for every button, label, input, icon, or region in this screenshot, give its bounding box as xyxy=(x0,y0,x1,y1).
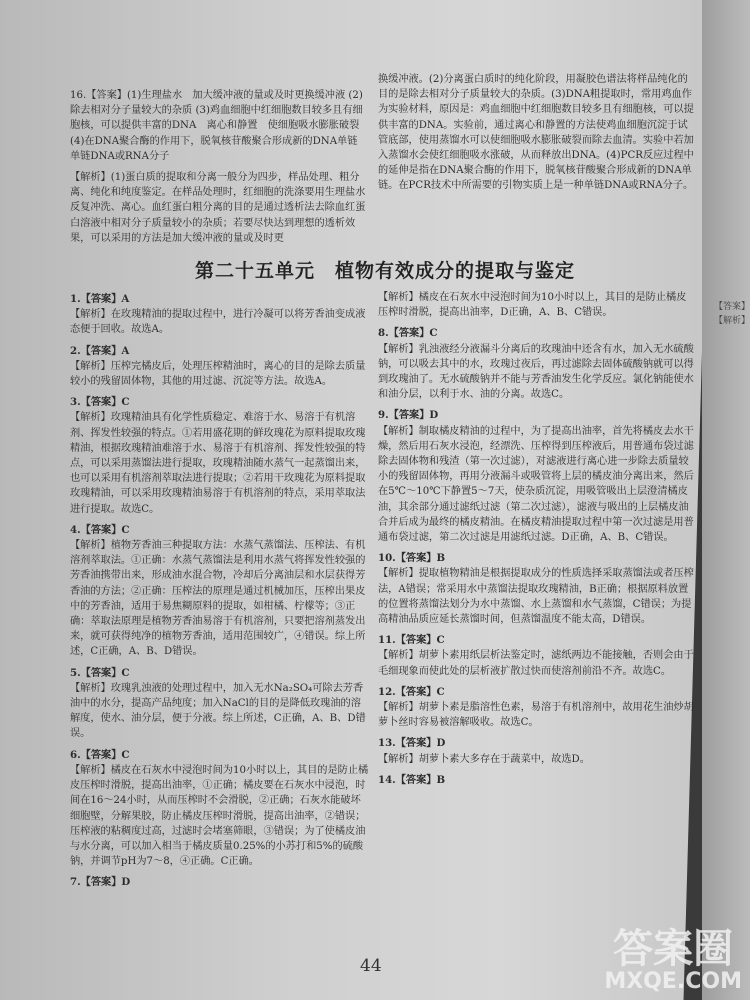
answer-label xyxy=(70,344,370,359)
question-number: 1. xyxy=(70,293,81,305)
answer-label xyxy=(70,292,370,307)
answer-entry xyxy=(70,666,370,742)
answer-choice: 【答案】C xyxy=(395,634,445,647)
question-number: 10. xyxy=(378,552,396,565)
side-page-text: 【答案】【解析】 xyxy=(714,302,750,326)
analysis-text: 【解析】玫瑰精油具有化学性质稳定、难溶于水、易溶于有机溶剂、挥发性较强的特点。①若用盛花期的鲜玫瑰花为原料提取玫瑰精油，根据玫瑰精油难溶于水、易溶于有机溶剂、挥发性较强的特点，可以采用蒸馏法进行提取，玫瑰精油随水蒸气一起蒸馏出来，也可以采用有机溶剂萃取法进行提取；②若用干玫瑰花为原料提取玫瑰精油，可以采用玫瑰精油易溶于有机溶剂的特点，采用萃取法进行提取。故选C。 xyxy=(70,412,366,515)
question-number: 12. xyxy=(378,685,396,698)
question-number: 2. xyxy=(70,344,81,357)
question-number: 3. xyxy=(70,396,81,409)
answer-entry xyxy=(70,292,370,338)
left-answer-column xyxy=(70,292,370,897)
answer-entry xyxy=(70,523,370,660)
top-left-block xyxy=(70,88,370,252)
watermark xyxy=(604,925,742,994)
answer-choice: 【答案】D xyxy=(80,876,131,889)
answer-label xyxy=(378,736,696,751)
question-number: 9. xyxy=(378,409,389,422)
question-number: 7. xyxy=(70,876,81,889)
answer-entry xyxy=(378,633,696,679)
analysis-text: 【解析】胡萝卜素用纸层析法鉴定时，滤纸两边不能接触，否则会由于毛细现象而使此处的层析液扩散过快而使溶剂前沿不齐。故选C。 xyxy=(378,650,694,677)
question-number: 5. xyxy=(70,666,81,679)
watermark-url: MXQE.COM xyxy=(604,969,742,994)
answer-label xyxy=(70,666,370,681)
answer-choice: 【答案】C xyxy=(80,666,130,679)
answer-label xyxy=(378,685,696,700)
answer-choice: 【答案】A xyxy=(80,344,130,357)
answer-choice: 【答案】C xyxy=(388,327,438,340)
answer-choice: 【答案】C xyxy=(80,748,130,761)
right-answer-column xyxy=(378,290,696,794)
answer-choice: 【答案】D xyxy=(395,737,446,750)
answer-choice: 【答案】B xyxy=(395,773,446,786)
answer-choice: 【答案】D xyxy=(388,409,439,422)
answer-label xyxy=(378,633,696,648)
unit-title: 第二十五单元 植物有效成分的提取与鉴定 xyxy=(194,260,575,282)
analysis-text: 【解析】胡萝卜素大多存在于蔬菜中，故选D。 xyxy=(378,753,590,765)
analysis-text: 【解析】在玫瑰精油的提取过程中，进行冷凝可以将芳香油变成液态便于回收。故选A。 xyxy=(70,309,366,336)
analysis-text: 【解析】乳浊液经分液漏斗分离后的玫瑰油中还含有水，加入无水硫酸钠，可以吸去其中的水，玫瑰过夜后，再过滤除去固体硫酸钠就可以得到玫瑰油了。无水硫酸钠并不能与芳香油发生化学反应。氯化钠能使水和油分层，以利于水、油的分离。故选C。 xyxy=(378,343,694,401)
analysis-text: 【解析】胡萝卜素是脂溶性色素，易溶于有机溶剂中，故用花生油炒胡萝卜丝时容易被溶解吸收。故选C。 xyxy=(378,702,694,729)
page-number: 44 xyxy=(360,956,382,976)
answer-choice: 【答案】B xyxy=(395,552,446,565)
analysis-text: 【解析】提取植物精油是根据提取成分的性质选择采取蒸馏法或者压榨法，A错误；常采用水中蒸馏法提取玫瑰精油，B正确；根据原料放置的位置将蒸馏法划分为水中蒸馏、水上蒸馏和水气蒸馏，C错误；为提高精油品质应延长蒸馏时间，但蒸馏温度不能太高，D错误。 xyxy=(378,568,694,626)
question-number: 6. xyxy=(70,748,81,761)
answer-entry xyxy=(378,408,696,545)
analysis-text: 【解析】制取橘皮精油的过程中，为了提高出油率，首先将橘皮去水干燥，然后用石灰水浸泡，经漂洗、压榨得到压榨液后，用普通布袋过滤除去固体物和残渣（第一次过滤），对滤液进行离心进一步除去质量较小的残留固体物，再用分液漏斗或吸管将上层的橘皮油分离出来，然后在5℃〜10℃下静置5〜7天，使杂质沉淀，用吸管吸出上层澄清橘皮油，其余部分通过滤纸过滤（第二次过滤），滤液与吸出的上层橘皮油合并后成为最终的橘皮精油。在橘皮精油提取过程中第一次过滤是用普通布袋过滤，第二次过滤是用滤纸过滤。D正确，A、B、C错误。 xyxy=(378,425,694,544)
analysis-text: 【解析】橘皮在石灰水中浸泡时间为10小时以上，其目的是防止橘皮压榨时滑脱，提高出油率，①正确；橘皮要在石灰水中浸泡，时间在16〜24小时，从而压榨时不会滑脱，②正确；石灰水能破坏细胞壁，分解果胶，防止橘皮压榨时滑脱，提高出油率，②错误；压榨液的粘稠度过高，过滤时会堵塞筛眼，③错误；为了使橘皮油与水分离，可以加入相当于橘皮质量0.25%的小苏打和5%的硫酸钠，并调节pH为7〜8，④正确。C正确。 xyxy=(70,764,369,868)
analysis-text: 【解析】压榨完橘皮后，处理压榨精油时，离心的目的是除去质量较小的残留固体物，其他的用过滤、沉淀等方法。故选A。 xyxy=(70,360,366,388)
answer-label xyxy=(378,408,696,423)
answer-choice: 【答案】C xyxy=(80,396,130,409)
answer-label xyxy=(378,773,696,788)
answer-choice: 【答案】C xyxy=(80,523,130,536)
answer-label xyxy=(378,551,696,566)
answer-entry xyxy=(378,736,696,766)
answer-entry xyxy=(378,773,696,788)
answer-entry xyxy=(378,685,696,731)
question-number: 8. xyxy=(378,327,389,340)
question-number: 11. xyxy=(378,634,396,647)
answer-entry xyxy=(70,875,370,890)
answer-label xyxy=(70,395,370,410)
answer-entry xyxy=(70,395,370,517)
answer-entry xyxy=(70,344,370,390)
answer-choice: 【答案】A xyxy=(80,293,130,305)
answer-label xyxy=(70,875,370,890)
answer-entry xyxy=(378,290,696,320)
analysis-text: 【解析】玫瑰乳浊液的处理过程中，加入无水Na₂SO₄可除去芳香油中的水分，提高产品纯度；加入NaCl的目的是降低玫瑰油的溶解度，使水、油分层，便于分液。综上所述，C正确，A、B、D错误。 xyxy=(70,682,366,740)
answer-entry xyxy=(70,748,370,870)
top-right-block xyxy=(378,72,696,200)
analysis-text: 【解析】橘皮在石灰水中浸泡时间为10小时以上，其目的是防止橘皮压榨时滑脱，提高出油率，D正确，A、B、C错误。 xyxy=(378,292,687,319)
question-number: 14. xyxy=(378,773,396,786)
answer-choice: 【答案】C xyxy=(395,685,445,698)
question-number: 4. xyxy=(70,523,81,536)
watermark-logo: 答案圈 xyxy=(613,925,734,972)
q16-answer: 16.【答案】(1)生理盐水 加大缓冲液的量或及时更换缓冲液 (2)除去相对分子量较大的杂质 (3)鸡血细胞中红细胞数目较多且有细胞核，可以提供丰富的DNA 离心和静置 使细胞吸水膨胀破裂 (4)在DNA聚合酶的作用下，脱氧核苷酸聚合形成新的DNA单链 单链DNA或RNA分子 xyxy=(70,90,368,162)
answer-label xyxy=(70,523,370,538)
q16-analysis: 【解析】(1)蛋白质的提取和分离一般分为四步，样品处理、粗分离、纯化和纯度鉴定。在样品处理时，红细胞的洗涤要用生理盐水反复冲洗、离心。血红蛋白粗分离的目的是通过透析法去除血红蛋白溶液中相对分子质量较小的杂质；若要尽快达到理想的透析效果，可以采用的方法是加大缓冲液的量或及时更 xyxy=(70,172,366,244)
answer-entry xyxy=(378,551,696,627)
analysis-text: 【解析】植物芳香油三种提取方法：水蒸气蒸馏法、压榨法、有机溶剂萃取法。①正确：水蒸气蒸馏法是利用水蒸气将挥发性较强的芳香油携带出来，形成油水混合物，冷却后分离油层和水层获得芳香油的方法；②正确：压榨法的原理是通过机械加压，压榨出果皮中的芳香油，适用于易焦糊原料的提取，如柑橘、柠檬等；③正确：萃取法原理是植物芳香油易溶于有机溶剂，只要把溶剂蒸发出来，就可获得纯净的植物芳香油，适用范围较广，④错误。综上所述，C正确，A、B、D错误。 xyxy=(70,540,366,658)
answer-label xyxy=(378,326,696,341)
adjacent-page-edge xyxy=(702,0,750,1000)
answer-label xyxy=(70,748,370,763)
answer-entry xyxy=(378,326,696,402)
top-right-continued: 换缓冲液。(2)分离蛋白质时的纯化阶段，用凝胶色谱法将样品纯化的目的是除去相对分子质量较大的杂质。(3)DNA粗提取时，常用鸡血作为实验材料，原因是：鸡血细胞中红细胞数目较多且有细胞核，可以提供丰富的DNA。实验前，通过离心和静置的方法使鸡血细胞沉淀于试管底部，使用蒸馏水可以使细胞吸水膨胀破裂而除去血清。实验中若加入蒸馏水会使红细胞吸水涨破，从而释放出DNA。(4)PCR反应过程中的延伸是指在DNA聚合酶的作用下，脱氧核苷酸聚合形成新的DNA单链。在PCR技术中所需要的引物实质上是一种单链DNA或RNA分子。 xyxy=(378,74,694,192)
question-number: 13. xyxy=(378,737,396,750)
